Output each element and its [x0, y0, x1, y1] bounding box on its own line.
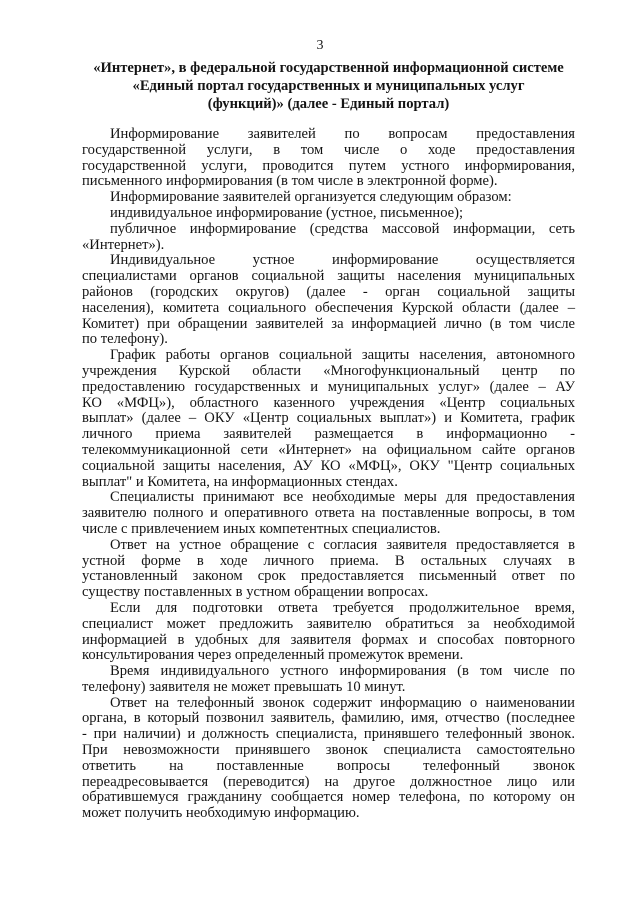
text-line: учреждения Курской области «Многофункциональный центр по	[82, 362, 575, 379]
text-line: телекоммуникационной сети «Интернет» на официальном сайте органов	[82, 441, 575, 458]
text-line: Если для подготовки ответа требуется продолжительное время,	[110, 599, 575, 616]
text-line: - при наличии) и должность специалиста, принявшего телефонный звонок.	[82, 726, 575, 743]
paragraph	[82, 490, 575, 537]
text-line: по телефону).	[82, 331, 168, 348]
paragraph	[82, 253, 575, 348]
paragraph	[82, 127, 575, 190]
text-line: социальной защиты населения, АУ КО «МФЦ», ОКУ "Центр социальных	[82, 457, 575, 474]
text-line: государственной услуги, в том числе о ходе предоставления	[82, 141, 575, 158]
text-line: телефону) заявителя не может превышать 10 минут.	[82, 678, 406, 695]
paragraph	[82, 206, 575, 222]
text-line: предоставлению государственных и муниципальных услуг» (далее – АУ	[82, 378, 575, 395]
text-line: информацией в удобных для заявителя формах и способах повторного	[82, 631, 575, 648]
text-line: специалист может предложить заявителю обратиться за необходимой	[82, 615, 575, 632]
heading-line: «Интернет», в федеральной государственной информационной системе	[93, 60, 564, 76]
paragraph	[82, 348, 575, 490]
text-line: устной форме в ходе личного приема. В остальных случаях в	[82, 552, 575, 569]
text-line: «Интернет»).	[82, 236, 165, 253]
text-line: заявителю полного и оперативного ответа на поставленные вопросы, в том	[82, 505, 575, 522]
heading-line: (функций)» (далее - Единый портал)	[207, 96, 450, 113]
text-line: установленный законом срок предоставляется письменный ответ по	[82, 568, 575, 585]
paragraph	[82, 190, 575, 206]
text-line: При невозможности принявшего звонок специалиста самостоятельно	[82, 742, 575, 759]
text-line: выплат» (далее – ОКУ «Центр социальных выплат») и Комитета, график	[82, 410, 575, 427]
text-line: личного приема заявителей размещается в информационно -	[82, 426, 575, 443]
text-line: Индивидуальное устное информирование осуществляется	[110, 252, 575, 269]
text-line: Ответ на устное обращение с согласия заявителя предоставляется в	[110, 536, 575, 553]
paragraph	[82, 538, 575, 601]
section-heading	[82, 59, 575, 114]
text-line: письменного информирования (в том числе в электронной форме).	[82, 173, 498, 190]
text-line: График работы органов социальной защиты населения, автономного	[110, 347, 575, 364]
page-number: 3	[316, 38, 324, 53]
text-line: переадресовывается (переводится) на другое должностное лицо или	[82, 773, 575, 790]
text-line: ответить на поставленные вопросы телефонный звонок	[82, 757, 575, 774]
text-line: Информирование заявителей по вопросам предоставления	[110, 126, 575, 142]
text-line: выплат" и Комитета, на информационных стендах.	[82, 473, 398, 490]
text-line: Специалисты принимают все необходимые меры для предоставления	[110, 489, 575, 506]
document-body	[82, 127, 575, 822]
paragraph	[82, 696, 575, 822]
paragraph	[82, 222, 575, 254]
text-line: Комитет) при обращении заявителей за информацией лично (в том числе	[82, 315, 575, 332]
heading-line: «Единый портал государственных и муниципальных услуг	[132, 78, 525, 95]
text-line: публичное информирование (средства массовой информации, сеть	[110, 220, 575, 237]
text-line: специалистами органов социальной защиты населения муниципальных	[82, 268, 575, 285]
text-line: существу поставленных в устном обращении вопросах.	[82, 584, 429, 601]
text-line: Время индивидуального устного информирования (в том числе по	[110, 663, 575, 680]
text-line: может получить необходимую информацию.	[82, 805, 360, 822]
text-line: государственной услуги, проводится путем устного информирования,	[82, 157, 575, 174]
text-line: обратившемуся гражданину сообщается номер телефона, по которому он	[82, 789, 575, 806]
paragraph	[82, 601, 575, 664]
text-line: Информирование заявителей организуется следующим образом:	[110, 189, 512, 206]
text-line: числе с привлечением иных компетентных специалистов.	[82, 520, 441, 537]
text-line: Ответ на телефонный звонок содержит информацию о наименовании	[110, 694, 575, 711]
text-line: населения), комитета социального обеспечения Курской области (далее –	[82, 299, 575, 316]
text-line: КО «МФЦ»), областного казенного учреждения «Центр социальных	[82, 394, 575, 411]
text-line: районов (городских округов) (далее - орган социальной защиты	[82, 283, 575, 300]
text-line: консультирования через определенный промежуток времени.	[82, 647, 464, 664]
paragraph	[82, 664, 575, 696]
text-line: органа, в который позвонил заявитель, фамилию, имя, отчество (последнее	[82, 710, 575, 727]
text-line: индивидуальное информирование (устное, письменное);	[110, 204, 464, 221]
